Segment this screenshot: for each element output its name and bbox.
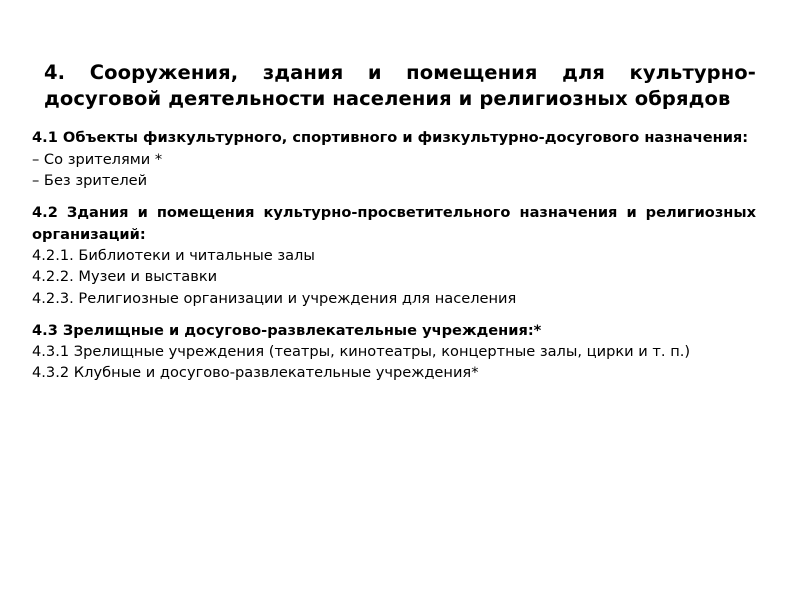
list-item: – Со зрителями * (32, 150, 163, 168)
list-item: 4.2.1. Библиотеки и читальные залы (32, 246, 315, 264)
section-4-1 (32, 127, 756, 191)
section-heading: 4.2 Здания и помещения культурно-просветительного назначения и религиозных организаций: (32, 204, 756, 243)
list-item: 4.2.2. Музеи и выставки (32, 268, 218, 286)
section-heading: 4.1 Объекты физкультурного, спортивного и физкультурно-досугового назначения: (32, 129, 749, 147)
slide-body (32, 127, 756, 383)
list-item: 4.3.2 Клубные и досугово-развлекательные учреждения* (32, 364, 479, 382)
list-item: – Без зрителей (32, 172, 148, 190)
list-item: 4.3.1 Зрелищные учреждения (театры, кинотеатры, концертные залы, цирки и т. п.) (32, 343, 691, 361)
section-4-3 (32, 320, 756, 384)
section-4-2 (32, 202, 756, 308)
list-item: 4.2.3. Религиозные организации и учреждения для населения (32, 289, 517, 307)
page-title: 4. Сооружения, здания и помещения для культурно-досуговой деятельности населения и религиозных обрядов (44, 61, 756, 110)
section-heading: 4.3 Зрелищные и досугово-развлекательные учреждения:* (32, 321, 542, 339)
